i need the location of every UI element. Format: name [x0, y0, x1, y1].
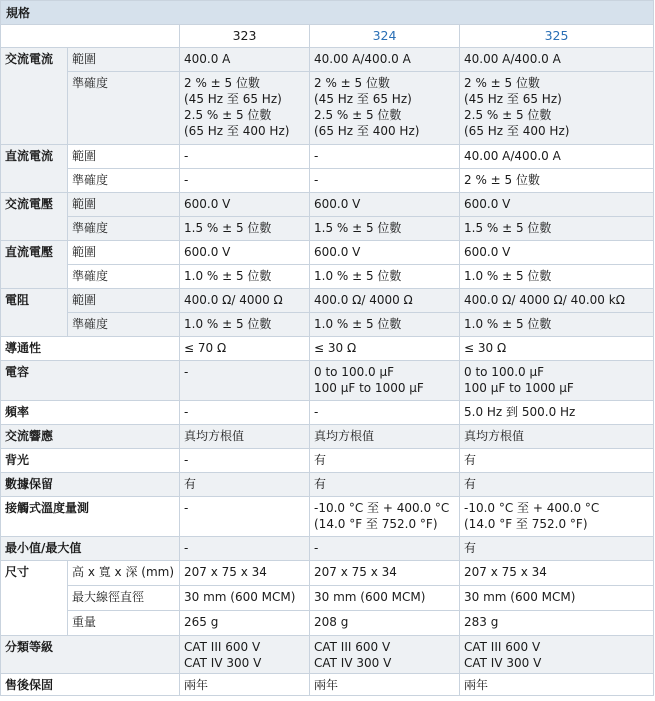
dc-voltage-label: 直流電壓 — [1, 241, 68, 289]
size-dims-row: 尺寸 高 x 寬 x 深 (mm) 207 x 75 x 34 207 x 75 x 34 207 x 75 x 34 — [1, 561, 654, 586]
dc-voltage-range-row: 直流電壓 範圍 600.0 V 600.0 V 600.0 V — [1, 241, 654, 265]
safety-row: 分類等級 CAT III 600 V CAT IV 300 V CAT III 600 V CAT IV 300 V CAT III 600 V CAT IV 300 V — [1, 636, 654, 674]
ac-voltage-accuracy-row: 準確度 1.5 % ± 5 位數 1.5 % ± 5 位數 1.5 % ± 5 位數 — [1, 217, 654, 241]
backlight-row: 背光 - 有 有 — [1, 449, 654, 473]
ac-current-range-row: 交流電流 範圍 400.0 A 40.00 A/400.0 A 40.00 A/400.0 A — [1, 48, 654, 72]
title-row — [1, 1, 654, 25]
ac-current-accuracy-row: 準確度 2 % ± 5 位數 (45 Hz 至 65 Hz) 2.5 % ± 5 位數 (65 Hz 至 400 Hz) 2 % ± 5 位數 (45 Hz 至 65 Hz) 2.5 % ± 5 位數 (65 Hz 至 400 Hz) 2 % ± 5 位數 (45 Hz 至 65 Hz) 2.5 % ± 5 位數 (65 Hz 至 400 Hz) — [1, 72, 654, 145]
size-weight-row: 重量 265 g 208 g 283 g — [1, 611, 654, 636]
dc-current-accuracy-row: 準確度 - - 2 % ± 5 位數 — [1, 169, 654, 193]
capacitance-label: 電容 — [1, 361, 180, 401]
dc-current-range-row: 直流電流 範圍 - - 40.00 A/400.0 A — [1, 145, 654, 169]
data-hold-label: 數據保留 — [1, 473, 180, 497]
safety-label: 分類等級 — [1, 636, 180, 674]
dc-voltage-accuracy-row: 準確度 1.0 % ± 5 位數 1.0 % ± 5 位數 1.0 % ± 5 位數 — [1, 265, 654, 289]
table-title: 規格 — [1, 1, 654, 25]
warranty-label: 售後保固 — [1, 674, 180, 696]
frequency-row: 頻率 - - 5.0 Hz 到 500.0 Hz — [1, 401, 654, 425]
model-323-header: 323 — [180, 25, 310, 48]
ac-response-row: 交流響應 真均方根值 真均方根值 真均方根值 — [1, 425, 654, 449]
data-hold-row: 數據保留 有 有 有 — [1, 473, 654, 497]
dc-current-label: 直流電流 — [1, 145, 68, 193]
size-wire-row: 最大線徑直徑 30 mm (600 MCM) 30 mm (600 MCM) 30 mm (600 MCM) — [1, 586, 654, 611]
continuity-label: 導通性 — [1, 337, 180, 361]
ac-voltage-label: 交流電壓 — [1, 193, 68, 241]
resistance-range-row: 電阻 範圍 400.0 Ω/ 4000 Ω 400.0 Ω/ 4000 Ω 400.0 Ω/ 4000 Ω/ 40.00 kΩ — [1, 289, 654, 313]
ac-voltage-range-row: 交流電壓 範圍 600.0 V 600.0 V 600.0 V — [1, 193, 654, 217]
size-label: 尺寸 — [1, 561, 68, 636]
continuity-row: 導通性 ≤ 70 Ω ≤ 30 Ω ≤ 30 Ω — [1, 337, 654, 361]
model-325-header: 325 — [460, 25, 654, 48]
capacitance-row: 電容 - 0 to 100.0 µF 100 µF to 1000 µF 0 to 100.0 µF 100 µF to 1000 µF — [1, 361, 654, 401]
model-header-row — [1, 25, 654, 48]
resistance-label: 電阻 — [1, 289, 68, 337]
warranty-row: 售後保固 兩年 兩年 兩年 — [1, 674, 654, 696]
backlight-label: 背光 — [1, 449, 180, 473]
contact-temp-row: 接觸式溫度量測 - -10.0 °C 至 + 400.0 °C (14.0 °F 至 752.0 °F) -10.0 °C 至 + 400.0 °C (14.0 °F 至 752.0 °F) — [1, 497, 654, 537]
model-324-header: 324 — [310, 25, 460, 48]
frequency-label: 頻率 — [1, 401, 180, 425]
ac-response-label: 交流響應 — [1, 425, 180, 449]
min-max-label: 最小值/最大值 — [1, 537, 180, 561]
contact-temp-label: 接觸式溫度量測 — [1, 497, 180, 537]
ac-current-label: 交流電流 — [1, 48, 68, 145]
resistance-accuracy-row: 準確度 1.0 % ± 5 位數 1.0 % ± 5 位數 1.0 % ± 5 位數 — [1, 313, 654, 337]
min-max-row: 最小值/最大值 - - 有 — [1, 537, 654, 561]
